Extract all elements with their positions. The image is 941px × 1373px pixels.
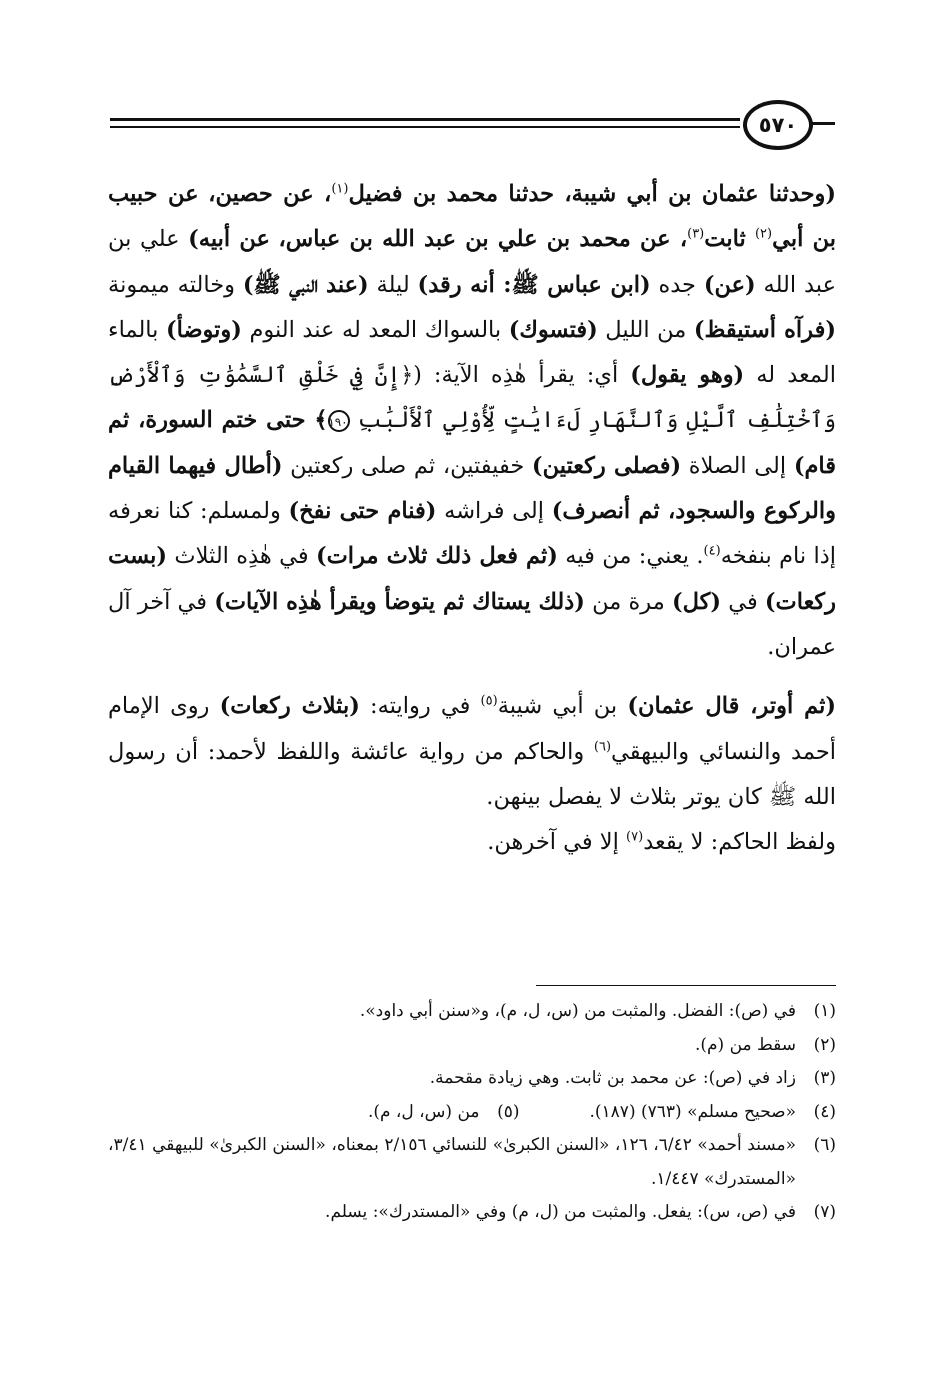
- text-run: (وتوضأ): [165, 316, 242, 343]
- header-rule: [110, 118, 740, 121]
- text-run: بن أبي شيبة: [497, 693, 628, 720]
- footnote-number: (٤): [813, 1101, 836, 1122]
- footnote-ref[interactable]: (٢): [754, 226, 773, 242]
- footnote-2: [108, 1029, 836, 1063]
- text-run: (بثلاث ركعات): [219, 693, 360, 720]
- footnote-text: زاد في (ص): عن محمد بن ثابت. وهي زيادة مقحمة.: [429, 1068, 796, 1088]
- footnote-6: [108, 1129, 836, 1196]
- text-run: له عند النوم: [241, 316, 361, 343]
- footnote-text: في (ص، س): يفعل. والمثبت من (ل، م) وفي «المستدرك»: يسلم.: [325, 1202, 796, 1222]
- header-rule-thin: [110, 126, 740, 128]
- text-run: (بست ركعات): [108, 543, 837, 615]
- footnote-text: في (ص): الفضل. والمثبت من (س، ل، م)، و«سنن أبي داود».: [359, 1001, 796, 1021]
- footnote-text: من (س، ل، م).: [367, 1101, 480, 1122]
- text-run: إلى الصلاة: [681, 452, 794, 479]
- text-run: في هٰذِه الثلاث: [167, 543, 316, 570]
- footnote-3: [108, 1062, 836, 1096]
- text-run: وخالته ميمونة: [108, 271, 243, 298]
- footnote-text: سقط من (م).: [694, 1034, 796, 1055]
- text-run: واللفظ لأحمد: أن رسول الله ﷺ كان يوتر بثلاث لا يفصل بينهن.: [108, 738, 836, 810]
- footnote-4: [590, 1096, 837, 1130]
- footnote-text: «مسند أحمد» ٦/٤٢، ١٢٦، «السنن الكبرىٰ» للنسائي ٢/١٥٦ بمعناه، «السنن الكبرىٰ» للبيهقي ٣/٤١، «المستدرك» ١/٤٤٧.: [108, 1135, 797, 1189]
- text-run: (وهو يقول): [630, 362, 745, 389]
- text-run: ، عن محمد بن علي بن عبد الله بن عباس،: [278, 226, 688, 253]
- footnote-1: [108, 995, 836, 1029]
- footnote-number: (٦): [813, 1135, 836, 1155]
- footnote-number: (٢): [813, 1034, 836, 1055]
- text-run: عن حبيب بن أبي: [108, 181, 837, 253]
- footnote-7: [108, 1196, 836, 1230]
- text-run: (ثم أوتر، قال عثمان): [627, 693, 836, 720]
- text-run: والحاكم من رواية عائشة: [350, 738, 594, 765]
- paragraph-1: [108, 172, 836, 670]
- text-run: بالماء المعد له: [108, 316, 836, 389]
- quran-verse: (﴿إِنَّ فِي خَلْقِ ٱلسَّمَٰوَٰتِ وَٱلْأَرْضِ وَٱخْتِلَٰفِ ٱلَّيْلِ وَٱلنَّهَارِ لَءَايَٰتٍ لِّأُوْلِي ٱلْأَلْبَٰبِ: [108, 363, 836, 434]
- footnote-ref[interactable]: (٦): [593, 739, 612, 755]
- text-run: ثم صلى ركعتين: [282, 452, 436, 479]
- text-run: علي بن عبد الله: [108, 226, 836, 298]
- text-run: في آخر آل عمران.: [108, 588, 836, 660]
- footnote-ref[interactable]: (٤): [703, 543, 721, 559]
- text-run: في روايته:: [359, 693, 481, 720]
- text-run: (فرآه أستيقظ): [693, 316, 836, 343]
- text-run: روى الإمام أحمد والنسائي والبيهقي: [108, 693, 836, 765]
- text-run: عن أبيه): [188, 226, 270, 253]
- text-run: (ذلك يستاك ثم يتوضأ ويقرأ هٰذِه الآيات): [214, 588, 585, 615]
- text-run: إلا في آخرهن.: [487, 829, 627, 856]
- text-run: بالسواك المعد: [368, 316, 509, 343]
- text-run: (عند: [326, 271, 369, 298]
- text-run: ولمسلم: كنا نعرفه إذا نام بنفخه: [108, 498, 836, 570]
- paragraph-2: [108, 684, 836, 865]
- text-run: ثابت: [704, 226, 755, 253]
- text-run: أي: يقرأ هٰذِه الآية:: [433, 362, 631, 389]
- footnotes: [108, 995, 836, 1230]
- text-run: (ابن عباس ﷺ: أنه رقد): [417, 271, 651, 298]
- text-run: خفيفتين،: [442, 452, 532, 479]
- page-header: [110, 94, 835, 154]
- text-run: فيه: [557, 543, 595, 570]
- text-run: (عن): [703, 271, 756, 298]
- text-run: (ثم فعل ذلك ثلاث مرات): [315, 543, 558, 570]
- text-run: (أطال فيهما القيام والركوع والسجود، ثم أنصرف): [108, 452, 836, 525]
- text-run: . يعني: من: [602, 543, 704, 570]
- text-run: ولفظ الحاكم: لا يقعد: [643, 829, 836, 856]
- text-run: (كل): [671, 588, 721, 615]
- footnote-separator: [536, 985, 836, 986]
- footnote-ref[interactable]: (١): [331, 181, 349, 197]
- footnote-number: (٧): [813, 1202, 836, 1222]
- footnote-row: [108, 1096, 836, 1130]
- footnote-number: (٣): [813, 1068, 836, 1088]
- footnote-number: (١): [813, 1001, 836, 1021]
- footnote-5: [368, 1096, 520, 1130]
- text-run: إلى: [512, 498, 552, 525]
- footnote-number: (٥): [497, 1101, 520, 1122]
- footnote-ref[interactable]: (٣): [687, 226, 705, 242]
- text-run: في: [728, 588, 765, 615]
- page-number: ٥٧٠: [743, 100, 813, 150]
- footnote-ref[interactable]: (٧): [626, 829, 644, 845]
- text-run: جده: [650, 271, 704, 298]
- text-run: (فتسوك): [508, 316, 598, 343]
- text-run: ليلة: [368, 271, 418, 298]
- text-run: مرة من: [584, 588, 672, 615]
- main-text: [108, 172, 836, 865]
- text-run: النبي ﷺ): [242, 271, 319, 298]
- text-run: (فصلى ركعتين): [531, 452, 682, 479]
- text-run: ، عن حصين،: [208, 181, 332, 207]
- text-run: (وحدثنا عثمان بن أبي شيبة، حدثنا محمد بن فضيل: [348, 181, 837, 207]
- footnote-text: «صحيح مسلم» (٧٦٣) (١٨٧).: [589, 1101, 796, 1122]
- text-run: ﴾ حتى ختم السورة، ثم قام): [108, 407, 836, 479]
- text-run: (فنام حتى نفخ): [288, 498, 437, 525]
- text-run: من الليل: [597, 316, 694, 343]
- footnote-ref[interactable]: (٥): [480, 693, 498, 709]
- text-run: فراشه: [436, 498, 505, 525]
- ayah-number-badge: ١٩٠: [328, 410, 350, 432]
